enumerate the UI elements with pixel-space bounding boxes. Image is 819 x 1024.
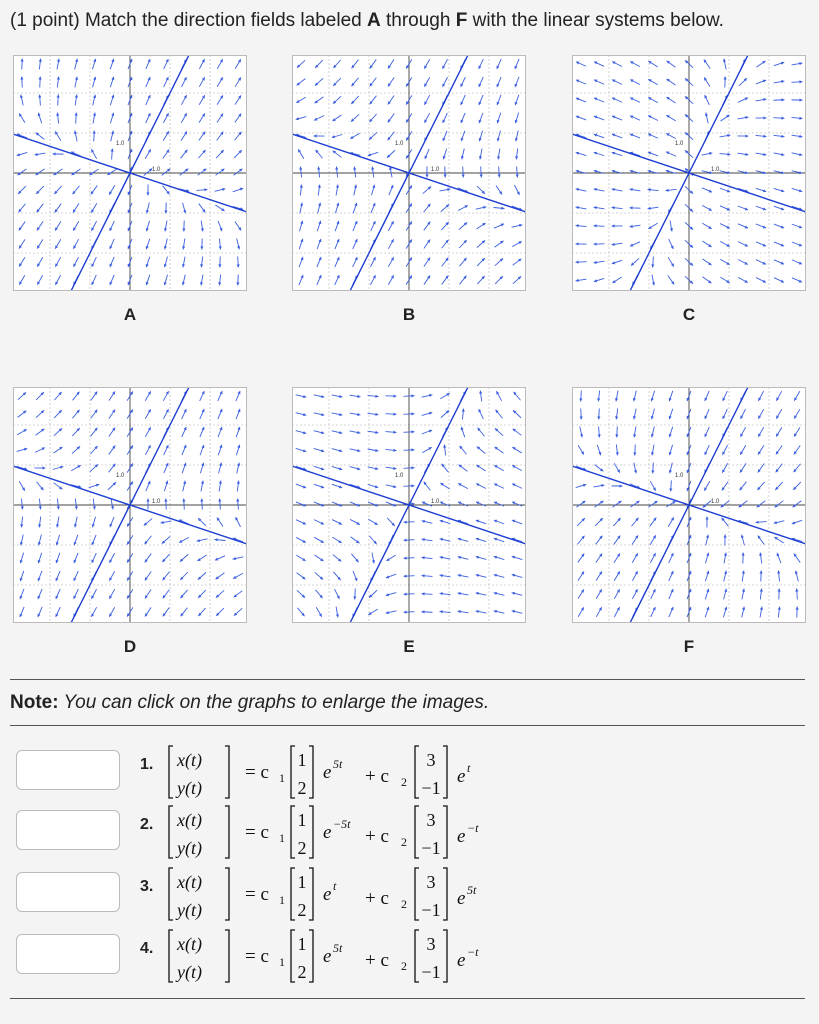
exponent-1: 5t [333, 757, 343, 771]
y-tick-label: 1.0 [395, 141, 404, 147]
direction-field-plot [13, 387, 247, 623]
direction-field-plot [13, 55, 247, 291]
c2-subscript: 2 [401, 959, 407, 973]
x-of-t: x(t) [177, 810, 202, 830]
direction-field-plot [572, 387, 806, 623]
note-label: Note: [10, 692, 59, 713]
v1-bottom: 2 [297, 900, 307, 920]
v1-bottom: 2 [297, 838, 307, 858]
exponent-2: −t [467, 821, 479, 835]
x-of-t: x(t) [177, 750, 202, 770]
system-equation-4 [165, 928, 585, 986]
y-of-t: y(t) [177, 838, 202, 858]
prompt-letter-f: F [455, 10, 468, 31]
exponent-1: t [333, 879, 337, 893]
plus-c2: + c [365, 826, 389, 847]
v1-top: 1 [297, 872, 307, 892]
prompt-text-end: with the linear systems below. [467, 10, 724, 31]
y-tick-label: 1.0 [116, 141, 125, 147]
answer-input-1[interactable] [16, 750, 120, 790]
note-text: You can click on the graphs to enlarge the images. [58, 692, 490, 713]
c2-subscript: 2 [401, 897, 407, 911]
v1-top: 1 [297, 934, 307, 954]
system-equation-1 [165, 744, 585, 802]
v2-top: 3 [426, 934, 436, 954]
equals-c1: = c [245, 946, 269, 967]
plus-c2: + c [365, 888, 389, 909]
direction-field-plot [292, 387, 526, 623]
system-equation-3 [165, 866, 585, 924]
field-label-d: D [123, 637, 137, 656]
x-tick-label: 1.0 [431, 499, 440, 505]
equals-c1: = c [245, 884, 269, 905]
v1-top: 1 [297, 750, 307, 770]
exp-e-2: e [457, 888, 466, 909]
c1-subscript: 1 [279, 955, 285, 969]
v2-bottom: −1 [421, 962, 441, 982]
exponent-1: 5t [333, 941, 343, 955]
exponent-2: t [467, 761, 471, 775]
direction-field-plot [292, 55, 526, 291]
divider-top [10, 679, 805, 680]
system-number: 4. [140, 940, 154, 957]
v2-top: 3 [426, 750, 436, 770]
plus-c2: + c [365, 766, 389, 787]
x-tick-label: 1.0 [711, 167, 720, 173]
c2-subscript: 2 [401, 835, 407, 849]
field-label-f: F [683, 637, 695, 656]
exponent-2: 5t [467, 883, 477, 897]
exp-e-1: e [323, 946, 332, 967]
y-tick-label: 1.0 [675, 141, 684, 147]
y-of-t: y(t) [177, 900, 202, 920]
v2-top: 3 [426, 872, 436, 892]
exp-e-1: e [323, 762, 332, 783]
exp-e-1: e [323, 884, 332, 905]
prompt-text: Match the direction fields labeled [79, 10, 367, 31]
field-label-b: B [402, 305, 416, 324]
problem-prompt [10, 9, 724, 33]
v2-bottom: −1 [421, 900, 441, 920]
x-tick-label: 1.0 [431, 167, 440, 173]
equals-c1: = c [245, 822, 269, 843]
y-tick-label: 1.0 [395, 473, 404, 479]
equals-c1: = c [245, 762, 269, 783]
y-of-t: y(t) [177, 962, 202, 982]
v1-bottom: 2 [297, 778, 307, 798]
direction-field-e[interactable] [292, 387, 526, 623]
v2-top: 3 [426, 810, 436, 830]
system-number: 2. [140, 816, 154, 833]
direction-field-a[interactable] [13, 55, 247, 291]
exponent-2: −t [467, 945, 479, 959]
exp-e-1: e [323, 822, 332, 843]
x-tick-label: 1.0 [152, 167, 161, 173]
prompt-letter-a: A [366, 10, 381, 31]
v2-bottom: −1 [421, 838, 441, 858]
field-label-a: A [123, 305, 137, 324]
exponent-1: −5t [333, 817, 351, 831]
prompt-text-through: through [380, 10, 456, 31]
v1-top: 1 [297, 810, 307, 830]
divider-bottom [10, 998, 805, 999]
plus-c2: + c [365, 950, 389, 971]
y-tick-label: 1.0 [675, 473, 684, 479]
direction-field-plot [572, 55, 806, 291]
v1-bottom: 2 [297, 962, 307, 982]
direction-field-b[interactable] [292, 55, 526, 291]
answer-input-3[interactable] [16, 872, 120, 912]
x-tick-label: 1.0 [711, 499, 720, 505]
divider-middle [10, 725, 805, 726]
direction-field-f[interactable] [572, 387, 806, 623]
answer-input-4[interactable] [16, 934, 120, 974]
y-tick-label: 1.0 [116, 473, 125, 479]
x-of-t: x(t) [177, 934, 202, 954]
answer-input-2[interactable] [16, 810, 120, 850]
system-equation-2 [165, 804, 585, 862]
v2-bottom: −1 [421, 778, 441, 798]
c1-subscript: 1 [279, 831, 285, 845]
direction-field-c[interactable] [572, 55, 806, 291]
system-number: 1. [140, 756, 154, 773]
y-of-t: y(t) [177, 778, 202, 798]
c1-subscript: 1 [279, 771, 285, 785]
field-label-c: C [682, 305, 696, 324]
field-label-e: E [403, 637, 415, 656]
points-label: (1 point) [10, 10, 80, 31]
x-of-t: x(t) [177, 872, 202, 892]
c1-subscript: 1 [279, 893, 285, 907]
direction-field-d[interactable] [13, 387, 247, 623]
c2-subscript: 2 [401, 775, 407, 789]
exp-e-2: e [457, 766, 466, 787]
x-tick-label: 1.0 [152, 499, 161, 505]
system-number: 3. [140, 878, 154, 895]
exp-e-2: e [457, 826, 466, 847]
note [10, 692, 489, 714]
exp-e-2: e [457, 950, 466, 971]
